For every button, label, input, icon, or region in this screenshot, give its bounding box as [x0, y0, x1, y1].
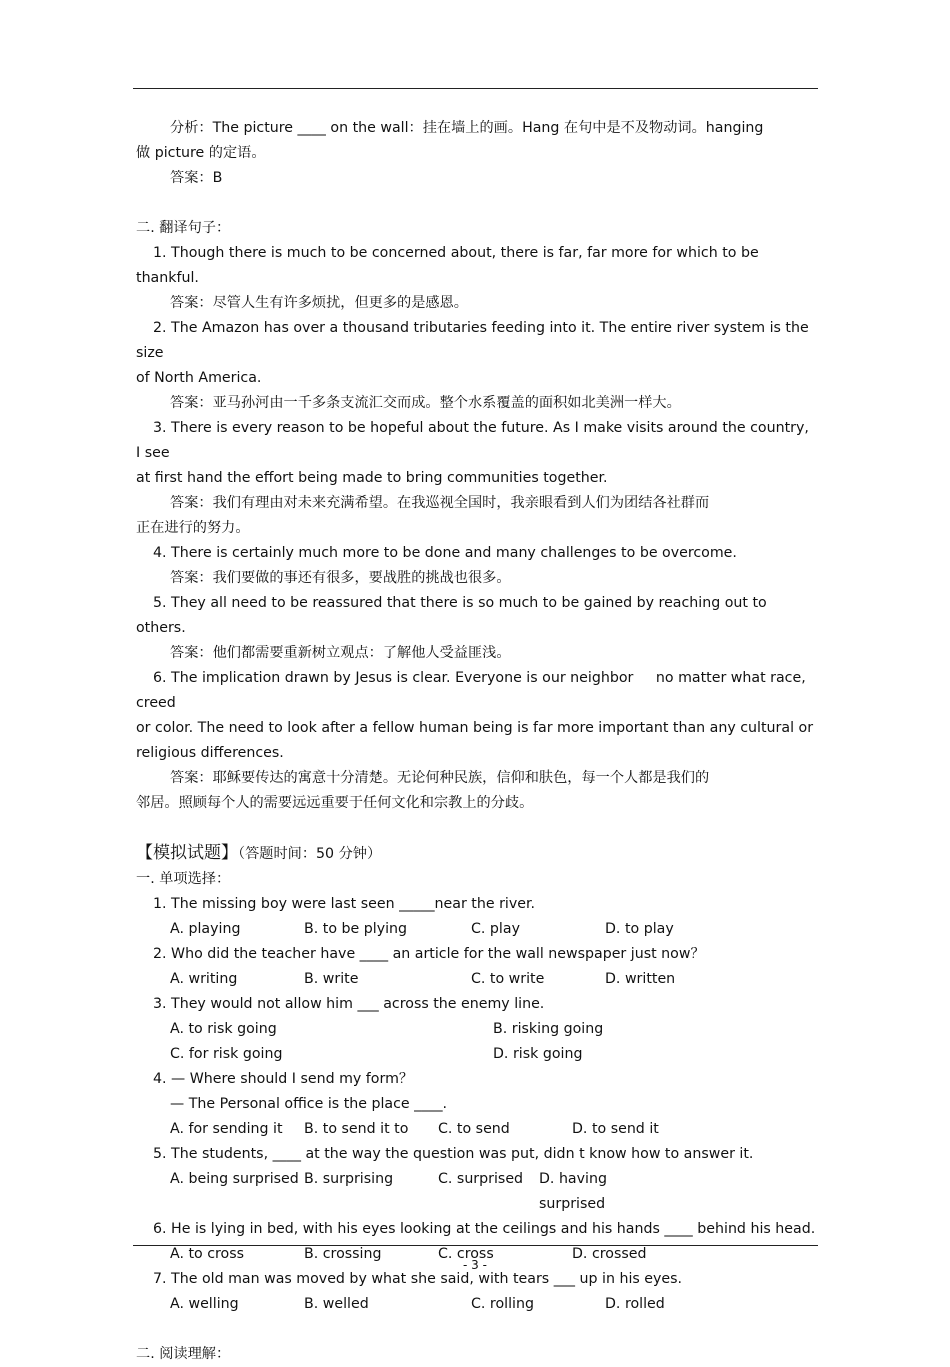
- question-options: [136, 1117, 816, 1142]
- option: B. surprising: [304, 1171, 394, 1187]
- mock-time: （答题时间：50 分钟）: [238, 846, 382, 862]
- analysis-line: 分析：The picture ____ on the wall：挂在墙上的画。Hang 在句中是不及物动词。hanging: [170, 120, 764, 136]
- option: A. being surprised: [170, 1171, 299, 1187]
- footer-rule: [133, 1245, 818, 1246]
- question-stem: 5. The students, ____ at the way the question was put, didn t know how to answer it.: [153, 1146, 754, 1162]
- section-heading-reading: 二. 阅读理解：: [136, 1346, 231, 1362]
- translation-question: 2. The Amazon has over a thousand tributaries feeding into it. The entire river system is the size: [136, 320, 814, 361]
- header-rule: [133, 88, 818, 89]
- translation-question: 6. The implication drawn by Jesus is clear. Everyone is our neighbor no matter what race, creed: [136, 670, 811, 711]
- option: D. crossed: [572, 1246, 647, 1262]
- section-heading-translation: 二. 翻译句子：: [136, 220, 231, 236]
- option: B. to send it to: [304, 1121, 409, 1137]
- translation-answer: 答案：我们要做的事还有很多，要战胜的挑战也很多。: [170, 570, 511, 586]
- option: A. writing: [170, 971, 238, 987]
- question-stem-cont: — The Personal office is the place ____.: [170, 1096, 448, 1112]
- translation-question-cont: or color. The need to look after a fellow human being is far more important than any cultural or: [136, 720, 814, 736]
- translation-question: 4. There is certainly much more to be done and many challenges to be overcome.: [153, 545, 737, 561]
- option: A. to risk going: [170, 1021, 277, 1037]
- translation-answer: 答案：他们都需要重新树立观点：了解他人受益匪浅。: [170, 645, 511, 661]
- document-body: [136, 116, 816, 1367]
- question-stem: 1. The missing boy were last seen _____near the river.: [153, 896, 536, 912]
- option: A. playing: [170, 921, 241, 937]
- option: C. to send: [438, 1121, 510, 1137]
- translation-question-cont: at first hand the effort being made to bring communities together.: [136, 470, 608, 486]
- option: A. welling: [170, 1296, 239, 1312]
- analysis-line: 做 picture 的定语。: [136, 145, 266, 161]
- question-options: [136, 967, 816, 992]
- option: D. to play: [605, 921, 674, 937]
- translation-answer-cont: 邻居。照顾每个人的需要远远重要于任何文化和宗教上的分歧。: [136, 795, 534, 811]
- option: B. crossing: [304, 1246, 382, 1262]
- option: C. surprised: [438, 1171, 524, 1187]
- analysis-answer: 答案：B: [170, 170, 223, 186]
- option: C. for risk going: [170, 1046, 283, 1062]
- translation-question: 5. They all need to be reassured that there is so much to be gained by reaching out to others.: [136, 595, 772, 636]
- translation-answer: 答案：我们有理由对未来充满希望。在我巡视全国时，我亲眼看到人们为团结各社群而: [170, 495, 710, 511]
- translation-answer: 答案：亚马孙河由一千多条支流汇交而成。整个水系覆盖的面积如北美洲一样大。: [170, 395, 681, 411]
- translation-answer: 答案：尽管人生有许多烦扰，但更多的是感恩。: [170, 295, 468, 311]
- translation-question: 1. Though there is much to be concerned about, there is far, far more for which to be thankful.: [136, 245, 764, 286]
- question-options: [136, 917, 816, 942]
- option: D. rolled: [605, 1296, 665, 1312]
- translation-question: 3. There is every reason to be hopeful about the future. As I make visits around the country, I see: [136, 420, 814, 461]
- question-options: [136, 1042, 816, 1067]
- question-stem: 6. He is lying in bed, with his eyes looking at the ceilings and his hands ____ behind his head.: [153, 1221, 816, 1237]
- mock-title: 【模拟试题】: [136, 843, 238, 863]
- translation-answer-cont: 正在进行的努力。: [136, 520, 250, 536]
- option: B. to be plying: [304, 921, 408, 937]
- question-stem: 2. Who did the teacher have ____ an article for the wall newspaper just now？: [153, 946, 705, 962]
- option: C. to write: [471, 971, 545, 987]
- option: C. play: [471, 921, 520, 937]
- option: B. write: [304, 971, 359, 987]
- option: D. having surprised: [539, 1171, 607, 1212]
- translation-answer: 答案：耶稣要传达的寓意十分清楚。无论何种民族，信仰和肤色，每一个人都是我们的: [170, 770, 710, 786]
- option: A. to cross: [170, 1246, 245, 1262]
- option: D. to send it: [572, 1121, 659, 1137]
- option: A. for sending it: [170, 1121, 283, 1137]
- option: D. risk going: [493, 1046, 583, 1062]
- section-heading-single-choice: 一. 单项选择：: [136, 871, 231, 887]
- question-options: [136, 1017, 816, 1042]
- translation-question-cont: religious differences.: [136, 745, 284, 761]
- option: B. risking going: [493, 1021, 604, 1037]
- page-number: - 3 -: [463, 1258, 487, 1272]
- question-options: [136, 1292, 816, 1317]
- option: C. rolling: [471, 1296, 534, 1312]
- question-stem: 7. The old man was moved by what she said, with tears ___ up in his eyes.: [153, 1271, 683, 1287]
- translation-question-cont: of North America.: [136, 370, 262, 386]
- question-options: [136, 1167, 816, 1217]
- question-stem: 4. — Where should I send my form？: [153, 1071, 414, 1087]
- option: D. written: [605, 971, 676, 987]
- option: C. cross: [438, 1246, 494, 1262]
- option: B. welled: [304, 1296, 369, 1312]
- mock-test-title: [136, 841, 816, 867]
- question-stem: 3. They would not allow him ___ across the enemy line.: [153, 996, 545, 1012]
